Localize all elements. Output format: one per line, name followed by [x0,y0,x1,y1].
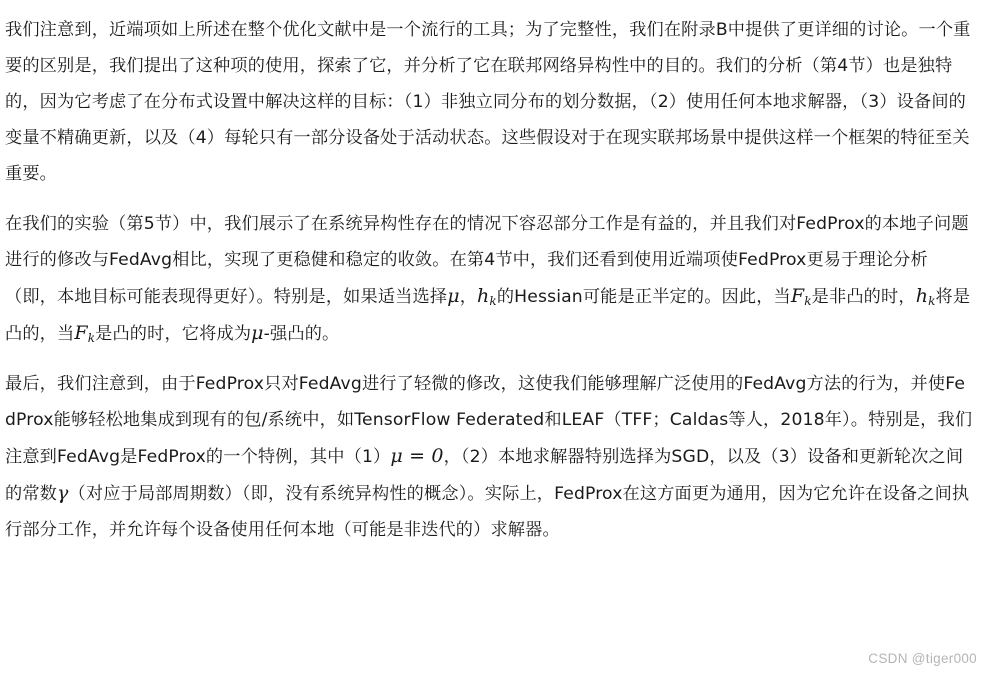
math-symbol: μ = 0 [390,445,444,467]
inline-math [390,445,443,467]
text-run: 将是凸的，当 [5,287,971,344]
inline-math [447,285,460,307]
text-run: ， [459,287,478,307]
paragraph-3 [5,366,973,548]
inline-math [251,322,264,344]
text-run: ，（2）本地求解器特别选择为SGD，以及（3）设备和更新轮次之间的常数 [5,447,964,504]
inline-math [916,285,936,307]
math-subscript: k [804,294,812,308]
text-run: （对应于局部周期数）（即，没有系统异构性的概念）。实际上，FedProx在这方面更为通用，因为它允许在设备之间执行部分工作，并允许每个设备使用任何本地（可能是非迭代的）求解器。 [5,484,970,540]
math-symbol: h [477,285,490,307]
math-symbol: γ [57,482,69,504]
text-run: 在我们的实验（第5节）中，我们展示了在系统异构性存在的情况下容忍部分工作是有益的，并且我们对FedProx的本地子问题进行的修改与FedAvg相比，实现了更稳健和稳定的收敛。在第4节中，我们还看到使用近端项使FedProx更易于理论分析（即，本地目标可能表现得更好）。特别是，如果适当选择 [5,214,969,307]
text-run: 是非凸的时， [811,287,916,307]
text-run: 是凸的时，它将成为 [95,324,252,344]
math-symbol: h [915,285,929,307]
math-symbol: F [790,285,805,307]
math-symbol: F [74,322,88,344]
math-subscript: k [87,331,96,345]
paragraph-2 [5,206,973,352]
paragraph-1 [5,12,973,192]
article-body [5,12,973,548]
math-symbol: μ [251,322,264,344]
text-run: 的Hessian可能是正半定的。因此，当 [496,287,791,307]
math-symbol: μ [447,285,460,307]
inline-math [57,482,69,504]
math-subscript: k [928,294,936,308]
inline-math [74,322,95,344]
inline-math [791,285,812,307]
math-subscript: k [489,294,497,308]
inline-math [477,285,497,307]
text-run: 我们注意到，近端项如上所述在整个优化文献中是一个流行的工具；为了完整性，我们在附录B中提供了更详细的讨论。一个重要的区别是，我们提出了这种项的使用，探索了它，并分析了它在联邦网络异构性中的目的。我们的分析（第4节）也是独特的，因为它考虑了在分布式设置中解决这样的目标：（1）非独立同分布的划分数据，（2）使用任何本地求解器，（3）设备间的变量不精确更新，以及（4）每轮只有一部分设备处于活动状态。这些假设对于在现实联邦场景中提供这样一个框架的特征至关重要。 [5,20,971,184]
csdn-watermark: CSDN @tiger000 [868,651,977,666]
text-run: 最后，我们注意到，由于FedProx只对FedAvg进行了轻微的修改，这使我们能够理解广泛使用的FedAvg方法的行为，并使FedProx能够轻松地集成到现有的包/系统中，如TensorFlow Federated和LEAF（TFF；Caldas等人，2018年）。特别是，我们注意到FedAvg是FedProx的一个特例，其中（1） [5,374,973,467]
text-run: -强凸的。 [263,324,340,344]
